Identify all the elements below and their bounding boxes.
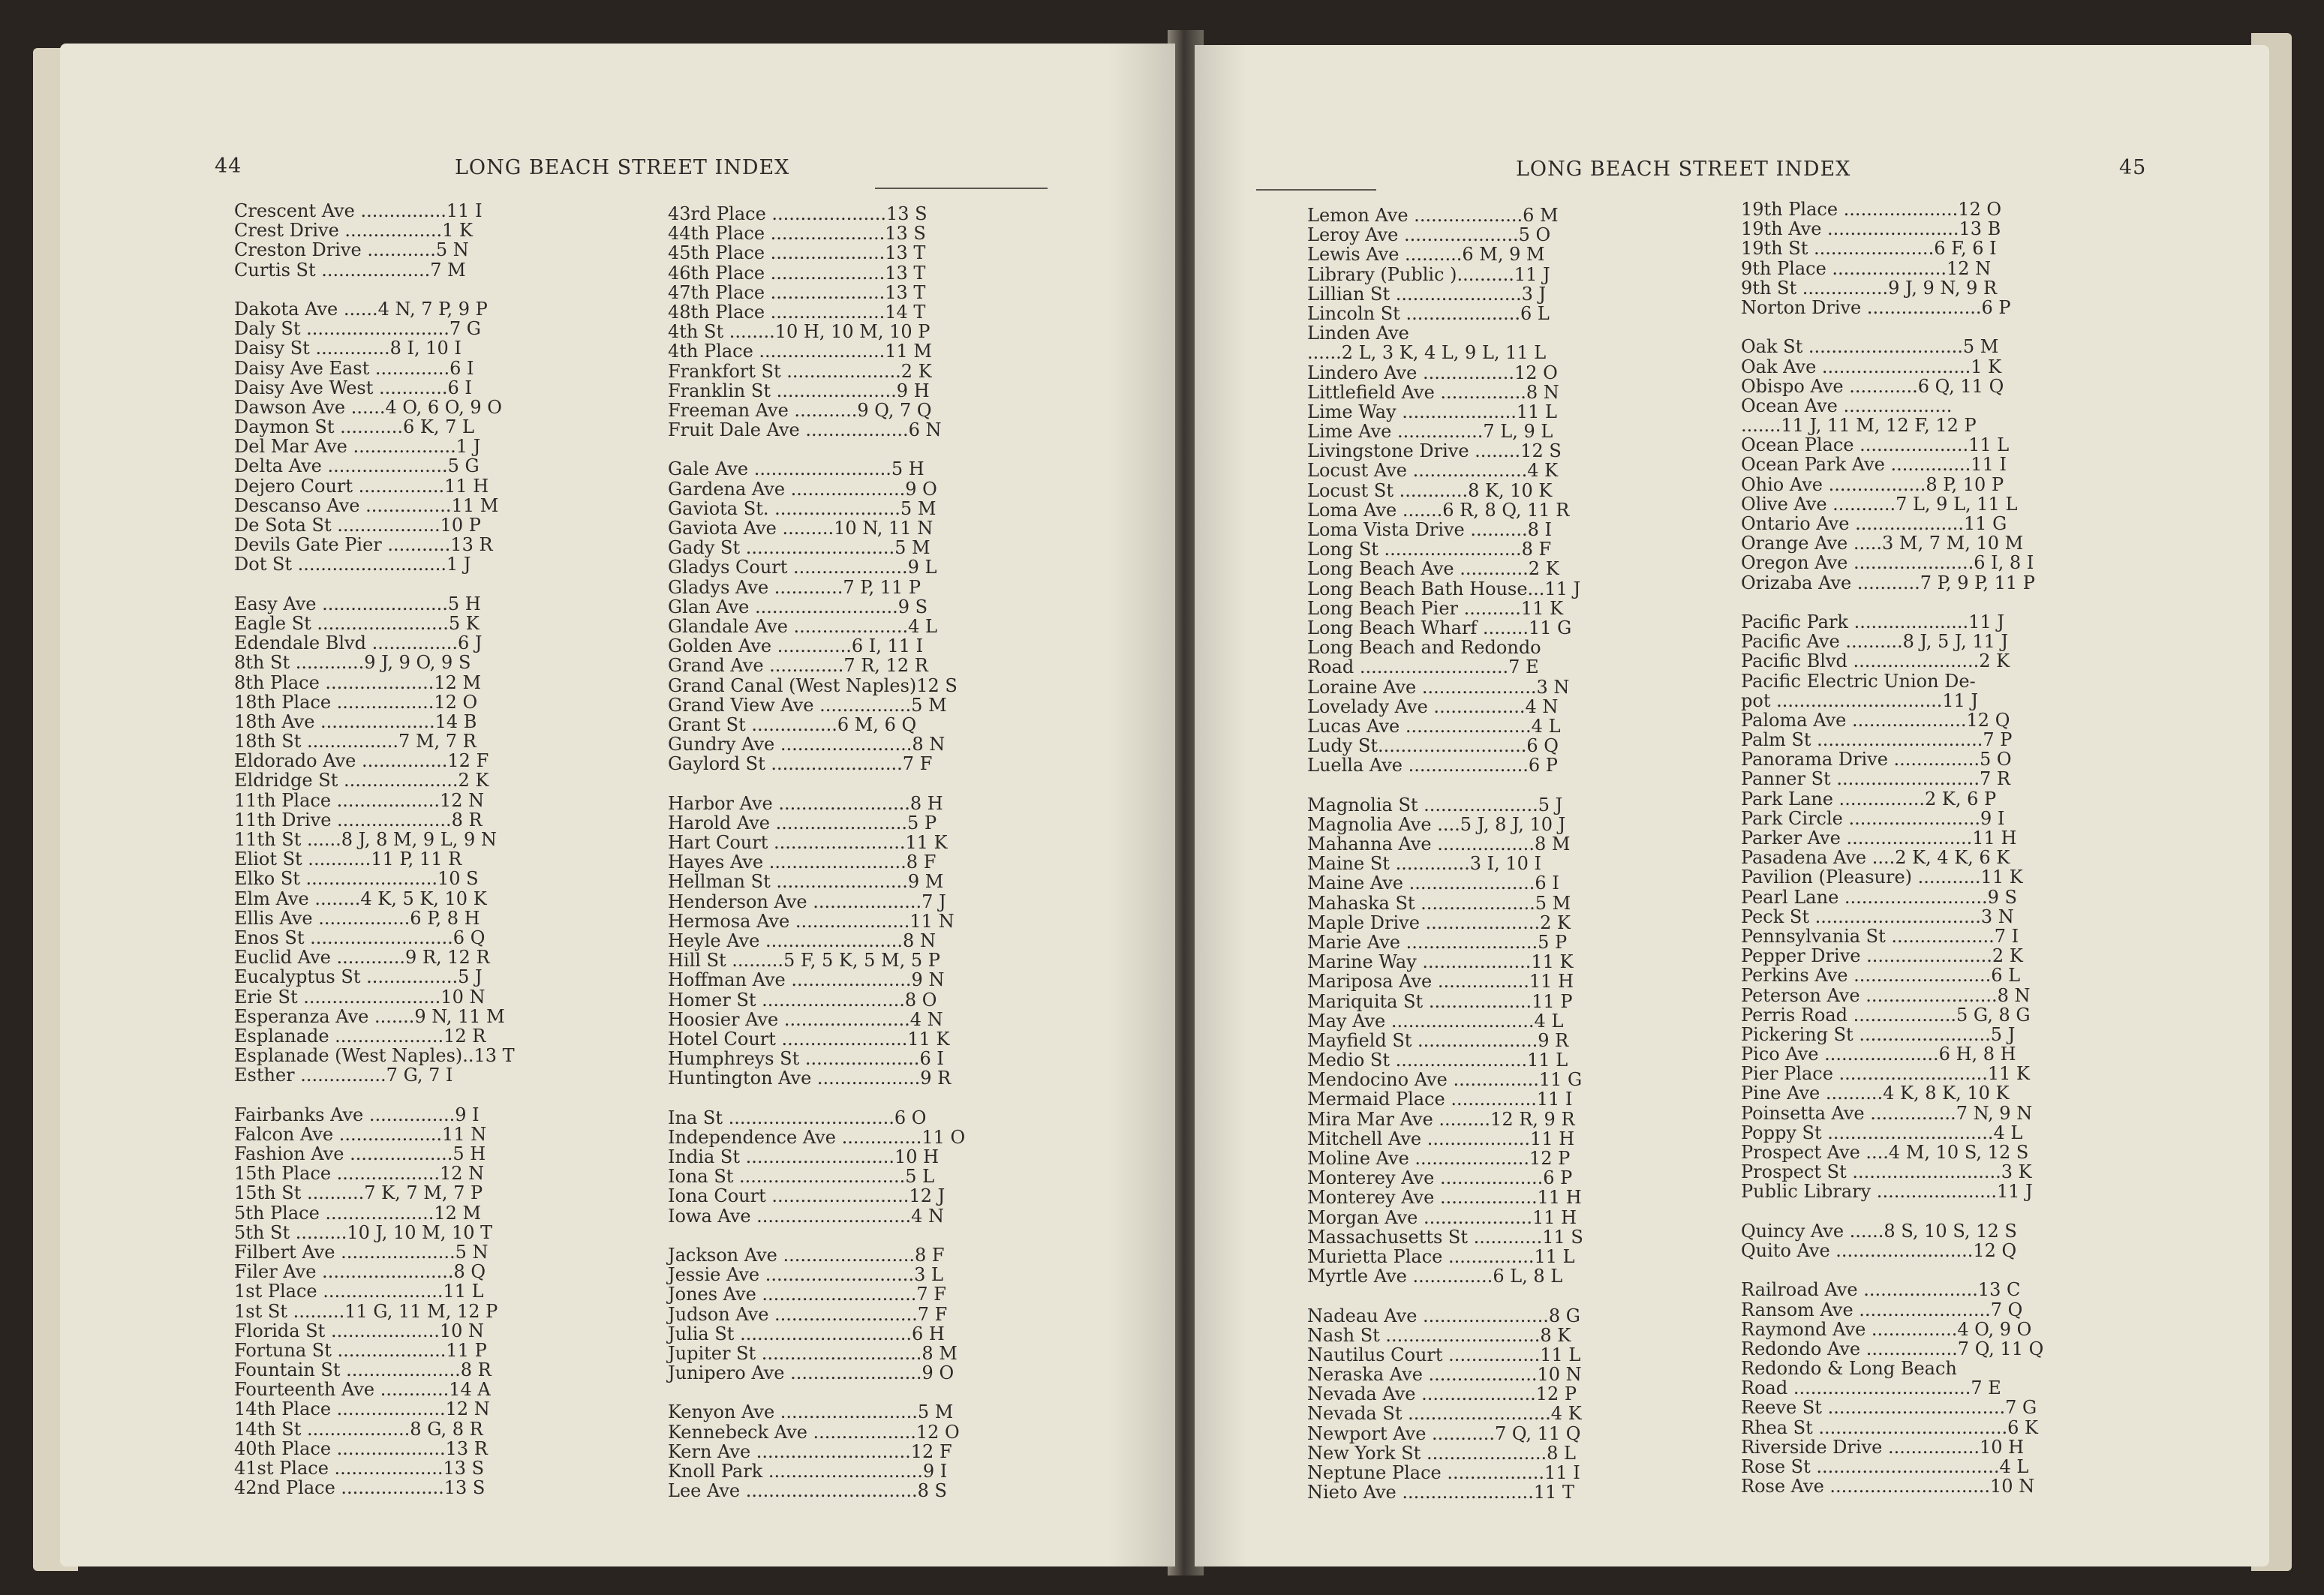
index-entry: Iowa Ave ...........................4 N <box>668 1205 945 1227</box>
index-entry: Mira Mar Ave .........12 R, 9 R <box>1307 1108 1575 1130</box>
index-entry: Reeve St ...............................7 G <box>1741 1397 2037 1419</box>
index-entry: Moline Ave ....................12 P <box>1307 1148 1571 1169</box>
index-entry: Gladys Ave ............7 P, 11 P <box>668 576 921 598</box>
index-entry: Gale Ave ........................5 H <box>668 458 924 480</box>
index-entry: Oak Ave ..........................1 K <box>1741 356 2002 377</box>
index-entry: Hermosa Ave ....................11 N <box>668 910 955 932</box>
index-entry: Long Beach Ave ............2 K <box>1307 558 1559 580</box>
index-entry: Daymon St ...........6 K, 7 L <box>234 416 474 438</box>
index-entry: Pacific Ave ..........8 J, 5 J, 11 J <box>1741 631 2009 653</box>
index-entry: Golden Ave .............6 I, 11 I <box>668 635 924 657</box>
index-entry: Peterson Ave .......................8 N <box>1741 984 2031 1006</box>
index-entry: Monterey Ave .................11 H <box>1307 1187 1582 1209</box>
index-entry: Pickering St .......................5 J <box>1741 1023 2016 1045</box>
index-entry: Grand Canal (West Naples)12 S <box>668 674 958 696</box>
index-entry: Lincoln St ....................6 L <box>1307 302 1550 324</box>
index-entry: Dot St ..........................1 J <box>234 554 471 575</box>
index-entry: Huntington Ave ..................9 R <box>668 1068 952 1089</box>
index-entry: Devils Gate Pier ...........13 R <box>234 534 493 556</box>
index-entry: Poinsetta Ave ...............7 N, 9 N <box>1741 1102 2033 1124</box>
section-spacer <box>1307 1286 1727 1305</box>
index-entry: Falcon Ave ..................11 N <box>234 1123 487 1145</box>
index-entry: Luella Ave .....................6 P <box>1307 755 1558 776</box>
section-spacer <box>668 1383 1133 1402</box>
index-entry: Daisy Ave West ............6 I <box>234 377 472 398</box>
right-page <box>1195 45 2269 1566</box>
right-header-rule <box>1256 189 1376 191</box>
index-entry: Eldridge St ....................2 K <box>234 770 489 791</box>
index-entry: Esther ...............7 G, 7 I <box>234 1065 453 1086</box>
section-spacer <box>1741 317 2206 337</box>
index-entry: Ransom Ave .......................7 Q <box>1741 1299 2023 1320</box>
index-entry: 4th St ........10 H, 10 M, 10 P <box>668 321 931 343</box>
index-entry: Fairbanks Ave ...............9 I <box>234 1104 480 1125</box>
index-entry: Fortuna St ...................11 P <box>234 1339 487 1361</box>
index-entry: Pacific Blvd ......................2 K <box>1741 650 2010 672</box>
index-entry: Monterey Ave ..................6 P <box>1307 1167 1573 1189</box>
index-entry: 48th Place ....................14 T <box>668 301 926 323</box>
index-entry: Eagle St .......................5 K <box>234 612 480 634</box>
index-entry: Mariquita St ..................11 P <box>1307 990 1573 1012</box>
index-entry: 47th Place ....................13 T <box>668 281 926 303</box>
index-entry: 43rd Place ....................13 S <box>668 203 927 224</box>
index-entry: Ocean Park Ave ..............11 I <box>1741 454 2007 476</box>
index-entry: Parker Ave ......................11 H <box>1741 828 2017 849</box>
index-entry: Norton Drive ....................6 P <box>1741 296 2011 318</box>
index-entry: Quincy Ave ......8 S, 10 S, 12 S <box>1741 1220 2017 1242</box>
index-entry: 44th Place ....................13 S <box>668 223 926 245</box>
index-entry: Mermaid Place ...............11 I <box>1307 1089 1573 1110</box>
index-entry: Dawson Ave ......4 O, 6 O, 9 O <box>234 396 502 418</box>
index-entry: Freeman Ave ...........9 Q, 7 Q <box>668 399 932 421</box>
index-entry: Lime Ave ...............7 L, 9 L <box>1307 421 1553 443</box>
index-entry: Gaviota St. ......................5 M <box>668 497 937 519</box>
right-gutter-shadow <box>1195 45 1247 1566</box>
index-entry: Mitchell Ave ..................11 H <box>1307 1128 1575 1149</box>
index-entry: Long Beach Pier ..........11 K <box>1307 597 1564 619</box>
index-entry: Daly St .........................7 G <box>234 318 481 340</box>
index-entry: 1st St .........11 G, 11 M, 12 P <box>234 1300 498 1322</box>
index-entry: 9th St ...............9 J, 9 N, 9 R <box>1741 277 1998 299</box>
index-entry: 14th St ..................8 G, 8 R <box>234 1418 483 1440</box>
index-entry: Knoll Park ...........................9 I <box>668 1461 948 1482</box>
index-entry: Obispo Ave ............6 Q, 11 Q <box>1741 375 2004 397</box>
index-entry: Pine Ave ..........4 K, 8 K, 10 K <box>1741 1083 2010 1104</box>
index-entry: Harbor Ave .......................8 H <box>668 792 943 814</box>
index-entry: Eucalyptus St ................5 J <box>234 966 483 988</box>
index-entry: Redondo & Long Beach <box>1741 1358 1957 1380</box>
index-entry: Florida St ...................10 N <box>234 1320 485 1341</box>
index-entry: Filbert Ave ....................5 N <box>234 1241 489 1263</box>
index-entry: Ontario Ave ...................11 G <box>1741 513 2007 534</box>
index-entry: Kenyon Ave ........................5 M <box>668 1401 954 1423</box>
index-entry: Maple Drive ....................2 K <box>1307 912 1571 933</box>
index-entry: 8th Place ...................12 M <box>234 671 482 693</box>
index-entry: Eliot St ...........11 P, 11 R <box>234 849 462 870</box>
index-entry: Iona Court ........................12 J <box>668 1185 946 1207</box>
index-entry: Neraska Ave ...................10 N <box>1307 1364 1582 1386</box>
index-entry: Perkins Ave ........................6 L <box>1741 965 2021 987</box>
index-entry: Murietta Place ...............11 L <box>1307 1245 1575 1267</box>
index-entry: Loma Ave .......6 R, 8 Q, 11 R <box>1307 499 1570 521</box>
index-entry: Junipero Ave .......................9 O <box>668 1362 955 1384</box>
index-entry: Public Library .....................11 J <box>1741 1181 2033 1203</box>
section-spacer <box>234 1085 639 1104</box>
index-entry: 11th St ......8 J, 8 M, 9 L, 9 N <box>234 829 497 850</box>
index-entry: .......11 J, 11 M, 12 F, 12 P <box>1741 415 1977 437</box>
index-entry: Franklin St .....................9 H <box>668 380 930 401</box>
section-spacer <box>1741 1260 2206 1280</box>
index-entry: Curtis St ...................7 M <box>234 259 466 281</box>
index-entry: Mahaska St ....................5 M <box>1307 892 1571 914</box>
index-entry: Pearl Lane .........................9 S <box>1741 886 2017 908</box>
index-entry: 5th St .........10 J, 10 M, 10 T <box>234 1221 493 1243</box>
index-entry: Newport Ave ...........7 Q, 11 Q <box>1307 1422 1581 1444</box>
index-entry: Nadeau Ave ......................8 G <box>1307 1305 1580 1326</box>
index-entry: Orange Ave .....3 M, 7 M, 10 M <box>1741 533 2024 554</box>
index-entry: Palm St .............................7 P <box>1741 729 2013 751</box>
index-entry: Easy Ave ......................5 H <box>234 593 481 614</box>
index-entry: Raymond Ave ...............4 O, 9 O <box>1741 1318 2032 1340</box>
index-entry: Pavilion (Pleasure) ...........11 K <box>1741 867 2023 888</box>
index-entry: 9th Place ....................12 N <box>1741 257 1992 279</box>
index-entry: Grant St ...............6 M, 6 Q <box>668 713 917 735</box>
index-entry: Lindero Ave ................12 O <box>1307 362 1558 383</box>
left-column-2 <box>668 204 1133 1500</box>
left-column-1 <box>234 201 639 1497</box>
index-entry: Redondo Ave ................7 Q, 11 Q <box>1741 1338 2044 1359</box>
index-entry: Long St ........................8 F <box>1307 539 1552 560</box>
index-entry: Pasadena Ave ....2 K, 4 K, 6 K <box>1741 847 2010 869</box>
index-entry: Enos St .........................6 Q <box>234 927 486 948</box>
index-entry: Del Mar Ave ..................1 J <box>234 436 481 458</box>
index-entry: Perris Road ..................5 G, 8 G <box>1741 1004 2031 1026</box>
index-entry: Nevada St .........................4 K <box>1307 1403 1582 1425</box>
index-entry: Crest Drive .................1 K <box>234 220 473 242</box>
right-column-2 <box>1741 200 2206 1496</box>
section-spacer <box>234 575 639 594</box>
index-entry: 11th Place ..................12 N <box>234 789 485 811</box>
index-entry: Lee Ave ..............................8 S <box>668 1480 947 1502</box>
index-entry: Lewis Ave ..........6 M, 9 M <box>1307 244 1545 266</box>
index-entry: Heyle Ave ........................8 N <box>668 930 936 951</box>
right-page-number: 45 <box>2119 156 2147 179</box>
index-entry: pot .............................11 J <box>1741 689 1979 711</box>
index-entry: Ocean Ave ................... <box>1741 395 1953 416</box>
index-entry: Jessie Ave ..........................3 L <box>668 1264 943 1286</box>
index-entry: Esperanza Ave .......9 N, 11 M <box>234 1005 505 1027</box>
right-running-head: LONG BEACH STREET INDEX <box>1516 158 1851 181</box>
index-entry: Fourteenth Ave ............14 A <box>234 1379 491 1401</box>
index-entry: Neptune Place .................11 I <box>1307 1462 1580 1483</box>
index-entry: Gardena Ave ....................9 O <box>668 478 937 500</box>
index-entry: Hoosier Ave ......................4 N <box>668 1008 943 1030</box>
index-entry: Gundry Ave .......................8 N <box>668 734 946 755</box>
index-entry: Rose St ................................4 L <box>1741 1456 2029 1477</box>
index-entry: Glan Ave .........................9 S <box>668 596 928 617</box>
index-entry: ......2 L, 3 K, 4 L, 9 L, 11 L <box>1307 342 1547 364</box>
index-entry: Elko St .......................10 S <box>234 868 479 890</box>
index-entry: Rose Ave ............................10 N <box>1741 1476 2035 1497</box>
section-spacer <box>668 440 1133 459</box>
index-entry: Ohio Ave .................8 P, 10 P <box>1741 473 2004 495</box>
index-entry: Park Circle .......................9 I <box>1741 807 2005 829</box>
index-entry: 11th Drive ....................8 R <box>234 809 483 831</box>
index-entry: Pacific Park ....................11 J <box>1741 611 2004 632</box>
index-entry: Daisy St .............8 I, 10 I <box>234 338 461 359</box>
index-entry: Linden Ave <box>1307 323 1409 344</box>
index-entry: Riverside Drive ................10 H <box>1741 1436 2025 1458</box>
index-entry: Mendocino Ave ...............11 G <box>1307 1069 1583 1091</box>
index-entry: Loma Vista Drive ..........8 I <box>1307 519 1553 540</box>
index-entry: Hoffman Ave .....................9 N <box>668 969 945 991</box>
index-entry: Quito Ave ........................12 Q <box>1741 1239 2017 1261</box>
index-entry: 8th St ............9 J, 9 O, 9 S <box>234 652 471 674</box>
index-entry: Pacific Electric Union De- <box>1741 670 1976 692</box>
index-entry: Gaylord St .......................7 F <box>668 753 933 775</box>
index-entry: 40th Place ...................13 R <box>234 1437 488 1459</box>
index-entry: 19th St .....................6 F, 6 I <box>1741 238 1997 260</box>
index-entry: Ina St .............................6 O <box>668 1107 927 1128</box>
index-entry: Grand Ave .............7 R, 12 R <box>668 655 928 677</box>
index-entry: Descanso Ave ...............11 M <box>234 494 499 516</box>
index-entry: Edendale Blvd ...............6 J <box>234 632 483 654</box>
index-entry: Iona St .............................5 L <box>668 1166 935 1188</box>
index-entry: Prospect St ..........................3 K <box>1741 1161 2032 1183</box>
index-entry: Ocean Place ...................11 L <box>1741 434 2010 456</box>
index-entry: Kern Ave ...........................12 F <box>668 1440 952 1462</box>
index-entry: Hayes Ave ........................8 F <box>668 852 937 873</box>
index-entry: De Sota St ..................10 P <box>234 515 481 536</box>
index-entry: Filer Ave .......................8 Q <box>234 1261 486 1283</box>
left-header-rule <box>875 188 1048 189</box>
index-entry: Dakota Ave ......4 N, 7 P, 9 P <box>234 298 488 320</box>
index-entry: Glandale Ave ....................4 L <box>668 615 937 637</box>
index-entry: Kennebeck Ave ..................12 O <box>668 1421 960 1443</box>
index-entry: 41st Place ...................13 S <box>234 1458 485 1479</box>
index-entry: Elm Ave ........4 K, 5 K, 10 K <box>234 888 487 909</box>
index-entry: Hotel Court ......................11 K <box>668 1028 950 1050</box>
index-entry: Magnolia Ave ....5 J, 8 J, 10 J <box>1307 813 1566 835</box>
index-entry: Dejero Court ...............11 H <box>234 475 489 497</box>
index-entry: Maine St .............3 I, 10 I <box>1307 853 1542 875</box>
index-entry: 46th Place ....................13 T <box>668 262 926 284</box>
index-entry: Loraine Ave ....................3 N <box>1307 676 1570 698</box>
index-entry: Pepper Drive ......................2 K <box>1741 945 2023 967</box>
index-entry: Massachusetts St ............11 S <box>1307 1226 1583 1248</box>
index-entry: Orizaba Ave ...........7 P, 9 P, 11 P <box>1741 572 2035 593</box>
index-entry: 42nd Place ..................13 S <box>234 1477 486 1499</box>
index-entry: Hill St .........5 F, 5 K, 5 M, 5 P <box>668 950 940 972</box>
index-entry: Road ...............................7 E <box>1741 1377 2001 1399</box>
index-entry: Long Beach Bath House...11 J <box>1307 578 1581 599</box>
index-entry: 1st Place .....................11 L <box>234 1281 484 1302</box>
index-entry: Jackson Ave .......................8 F <box>668 1244 945 1266</box>
index-entry: Hellman St .......................9 M <box>668 871 944 893</box>
index-entry: Poppy St .............................4 L <box>1741 1122 2023 1143</box>
index-entry: Pennsylvania St ..................7 I <box>1741 925 2019 947</box>
index-entry: Pier Place ..........................11 K <box>1741 1063 2030 1085</box>
index-entry: Delta Ave .....................5 G <box>234 455 480 477</box>
index-entry: Humphreys St ....................6 I <box>668 1048 944 1070</box>
index-entry: 19th Place ....................12 O <box>1741 199 2002 220</box>
index-entry: Harold Ave .......................5 P <box>668 812 937 834</box>
index-entry: Magnolia St ....................5 J <box>1307 794 1563 816</box>
index-entry: Olive Ave ...........7 L, 9 L, 11 L <box>1741 493 2018 515</box>
index-entry: Daisy Ave East .............6 I <box>234 357 474 379</box>
index-entry: Maine Ave ......................6 I <box>1307 873 1559 894</box>
index-entry: Pico Ave ....................6 H, 8 H <box>1741 1044 2016 1065</box>
index-entry: 18th St ................7 M, 7 R <box>234 731 477 752</box>
index-entry: Fountain St ....................8 R <box>234 1359 492 1381</box>
index-entry: Nautilus Court ................11 L <box>1307 1344 1581 1365</box>
index-entry: Judson Ave .........................7 F <box>668 1303 948 1325</box>
section-spacer <box>668 1226 1133 1245</box>
index-entry: Mayfield St .....................9 R <box>1307 1029 1569 1051</box>
index-entry: Panorama Drive ...............5 O <box>1741 749 2012 770</box>
index-entry: 14th Place ...................12 N <box>234 1398 490 1420</box>
index-entry: 18th Place .................12 O <box>234 691 478 713</box>
left-running-head: LONG BEACH STREET INDEX <box>455 156 790 179</box>
index-entry: Leroy Ave ....................5 O <box>1307 224 1551 246</box>
index-entry: Nieto Ave .......................11 T <box>1307 1482 1574 1503</box>
section-spacer <box>1741 593 2206 612</box>
index-entry: Mariposa Ave ................11 H <box>1307 971 1574 993</box>
index-entry: Littlefield Ave ...............8 N <box>1307 381 1559 403</box>
index-entry: 5th Place ...................12 M <box>234 1202 482 1224</box>
index-entry: Esplanade ...................12 R <box>234 1025 486 1047</box>
index-entry: Euclid Ave ............9 R, 12 R <box>234 947 490 969</box>
index-entry: Crescent Ave ...............11 I <box>234 200 483 221</box>
index-entry: Homer St .........................8 O <box>668 989 937 1011</box>
index-entry: Jones Ave ...........................7 F <box>668 1284 946 1305</box>
index-entry: Lemon Ave ...................6 M <box>1307 205 1559 226</box>
index-entry: Gaviota Ave .........10 N, 11 N <box>668 518 934 539</box>
index-entry: Ellis Ave ................6 P, 8 H <box>234 907 480 929</box>
index-entry: 15th Place ..................12 N <box>234 1163 485 1185</box>
index-entry: Library (Public )..........11 J <box>1307 263 1550 285</box>
index-entry: Ludy St..........................6 Q <box>1307 735 1559 757</box>
left-page-number: 44 <box>215 155 242 178</box>
index-entry: Fruit Dale Ave ..................6 N <box>668 419 942 441</box>
index-entry: Esplanade (West Naples)..13 T <box>234 1045 515 1067</box>
left-page <box>60 44 1175 1566</box>
index-entry: Hart Court .......................11 K <box>668 832 948 853</box>
index-entry: Nevada Ave ....................12 P <box>1307 1383 1577 1405</box>
index-entry: Gady St ..........................5 M <box>668 537 931 559</box>
index-entry: Jupiter St ............................8 M <box>668 1342 958 1364</box>
index-entry: Rhea St .................................6 K <box>1741 1416 2038 1438</box>
index-entry: Long Beach Wharf ........11 G <box>1307 617 1572 638</box>
index-entry: Locust Ave ....................4 K <box>1307 460 1559 482</box>
index-entry: Nash St ...........................8 K <box>1307 1324 1571 1346</box>
section-spacer <box>234 280 639 299</box>
index-entry: Oak St ...........................5 M <box>1741 336 1999 358</box>
index-entry: Erie St ........................10 N <box>234 986 486 1008</box>
index-entry: New York St .....................8 L <box>1307 1442 1576 1464</box>
index-entry: 15th St ..........7 K, 7 M, 7 P <box>234 1182 483 1204</box>
index-entry: Mahanna Ave .................8 M <box>1307 834 1571 855</box>
index-entry: Lovelady Ave ................4 N <box>1307 695 1559 717</box>
index-entry: Livingstone Drive ........12 S <box>1307 440 1562 462</box>
index-entry: 19th Ave .......................13 B <box>1741 218 2001 240</box>
index-entry: Paloma Ave ....................12 Q <box>1741 709 2010 731</box>
index-entry: Oregon Ave .....................6 I, 8 I <box>1741 552 2034 574</box>
section-spacer <box>1741 1202 2206 1221</box>
index-entry: Park Lane ...............2 K, 6 P <box>1741 788 1997 810</box>
index-entry: May Ave .........................4 L <box>1307 1010 1564 1032</box>
index-entry: 18th Ave ....................14 B <box>234 710 477 732</box>
index-entry: Creston Drive ............5 N <box>234 239 469 261</box>
index-entry: Locust St ............8 K, 10 K <box>1307 479 1553 501</box>
index-entry: Panner St .........................7 R <box>1741 768 2011 790</box>
index-entry: 45th Place ....................13 T <box>668 242 926 264</box>
section-spacer <box>668 1088 1133 1107</box>
index-entry: Frankfort St ....................2 K <box>668 360 932 382</box>
index-entry: Fashion Ave ..................5 H <box>234 1143 486 1164</box>
index-entry: Independence Ave ..............11 O <box>668 1126 966 1148</box>
index-entry: Myrtle Ave ..............6 L, 8 L <box>1307 1266 1563 1287</box>
index-entry: 4th Place ......................11 M <box>668 341 932 362</box>
index-entry: Grand View Ave ................5 M <box>668 694 947 716</box>
index-entry: Gladys Court ....................9 L <box>668 557 937 578</box>
index-entry: Marine Way ...................11 K <box>1307 951 1574 973</box>
section-spacer <box>1307 775 1727 794</box>
index-entry: Medio St .......................11 L <box>1307 1050 1568 1071</box>
right-column-1 <box>1307 206 1727 1502</box>
index-entry: Road ..........................7 E <box>1307 656 1539 678</box>
index-entry: Julia St ..............................6 H <box>668 1323 945 1344</box>
index-entry: Henderson Ave ...................7 J <box>668 891 946 912</box>
index-entry: Prospect Ave ....4 M, 10 S, 12 S <box>1741 1142 2029 1163</box>
index-entry: Lucas Ave ......................4 L <box>1307 715 1561 737</box>
index-entry: India St ..........................10 H <box>668 1146 940 1167</box>
index-entry: Long Beach and Redondo <box>1307 637 1541 659</box>
index-entry: Marie Ave .......................5 P <box>1307 931 1568 953</box>
index-entry: Lillian St ......................3 J <box>1307 283 1547 305</box>
index-entry: Lime Way ....................11 L <box>1307 401 1557 422</box>
section-spacer <box>668 773 1133 793</box>
index-entry: Railroad Ave ....................13 C <box>1741 1279 2021 1301</box>
index-entry: Morgan Ave ...................11 H <box>1307 1206 1577 1228</box>
index-entry: Eldorado Ave ...............12 F <box>234 750 489 772</box>
index-entry: Peck St .............................3 N <box>1741 906 2014 927</box>
